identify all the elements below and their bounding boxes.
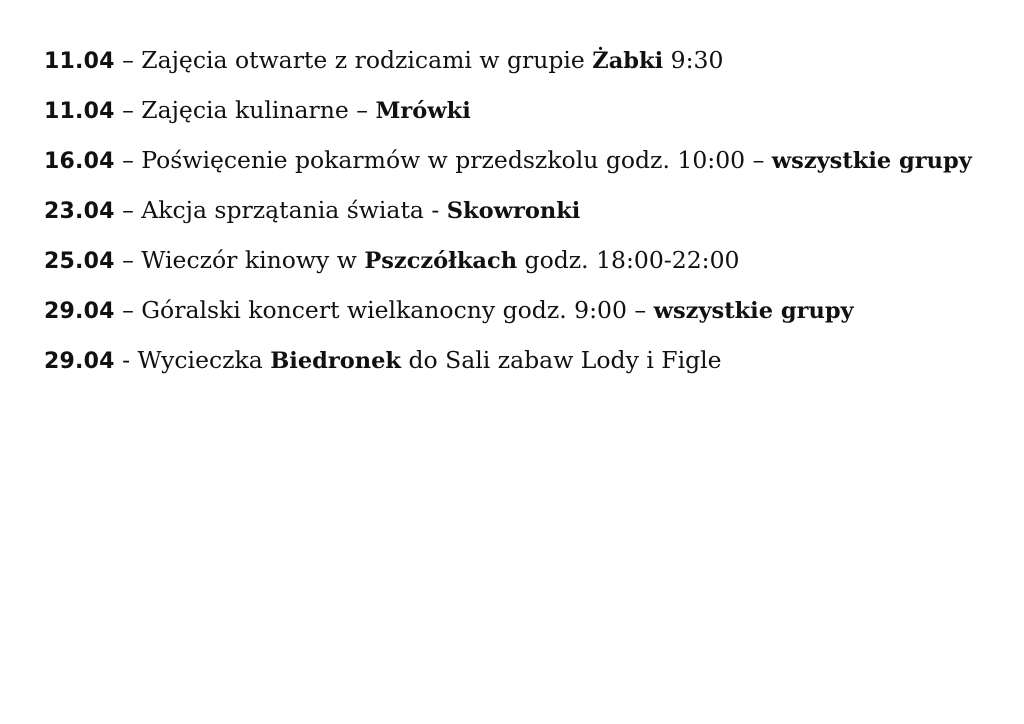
event-text: – Zajęcia kulinarne –: [114, 96, 376, 124]
event-text: – Wieczór kinowy w: [114, 246, 365, 274]
event-text: – Zajęcia otwarte z rodzicami w grupie: [114, 46, 593, 74]
event-item: [44, 94, 989, 128]
event-item: [44, 344, 989, 378]
event-date: 16.04: [44, 149, 115, 174]
event-text: - Wycieczka: [114, 346, 271, 374]
event-item: [44, 244, 989, 278]
event-text: – Akcja sprzątania świata -: [114, 196, 447, 224]
event-text-after: godz. 18:00-22:00: [517, 246, 740, 274]
event-text: – Poświęcenie pokarmów w przedszkolu godz. 10:00 –: [114, 146, 772, 174]
event-text-after: 9:30: [663, 46, 724, 74]
event-group: wszystkie grupy: [653, 298, 854, 324]
event-date: 25.04: [44, 249, 115, 274]
event-date: 11.04: [44, 49, 115, 74]
event-group: Biedronek: [270, 348, 401, 374]
event-text: – Góralski koncert wielkanocny godz. 9:00 –: [114, 296, 654, 324]
event-text-after: do Sali zabaw Lody i Figle: [401, 346, 722, 374]
event-date: 11.04: [44, 99, 115, 124]
event-date: 29.04: [44, 299, 115, 324]
event-list: [44, 44, 989, 394]
event-group: Skowronki: [446, 198, 581, 224]
event-item: [44, 194, 989, 228]
event-group: Mrówki: [375, 98, 471, 124]
event-item: [44, 144, 989, 178]
event-group: wszystkie grupy: [771, 148, 972, 174]
event-item: [44, 44, 989, 78]
event-date: 29.04: [44, 349, 115, 374]
event-group: Pszczółkach: [364, 248, 518, 274]
event-group: Żabki: [592, 48, 664, 74]
event-item: [44, 294, 989, 328]
event-date: 23.04: [44, 199, 115, 224]
